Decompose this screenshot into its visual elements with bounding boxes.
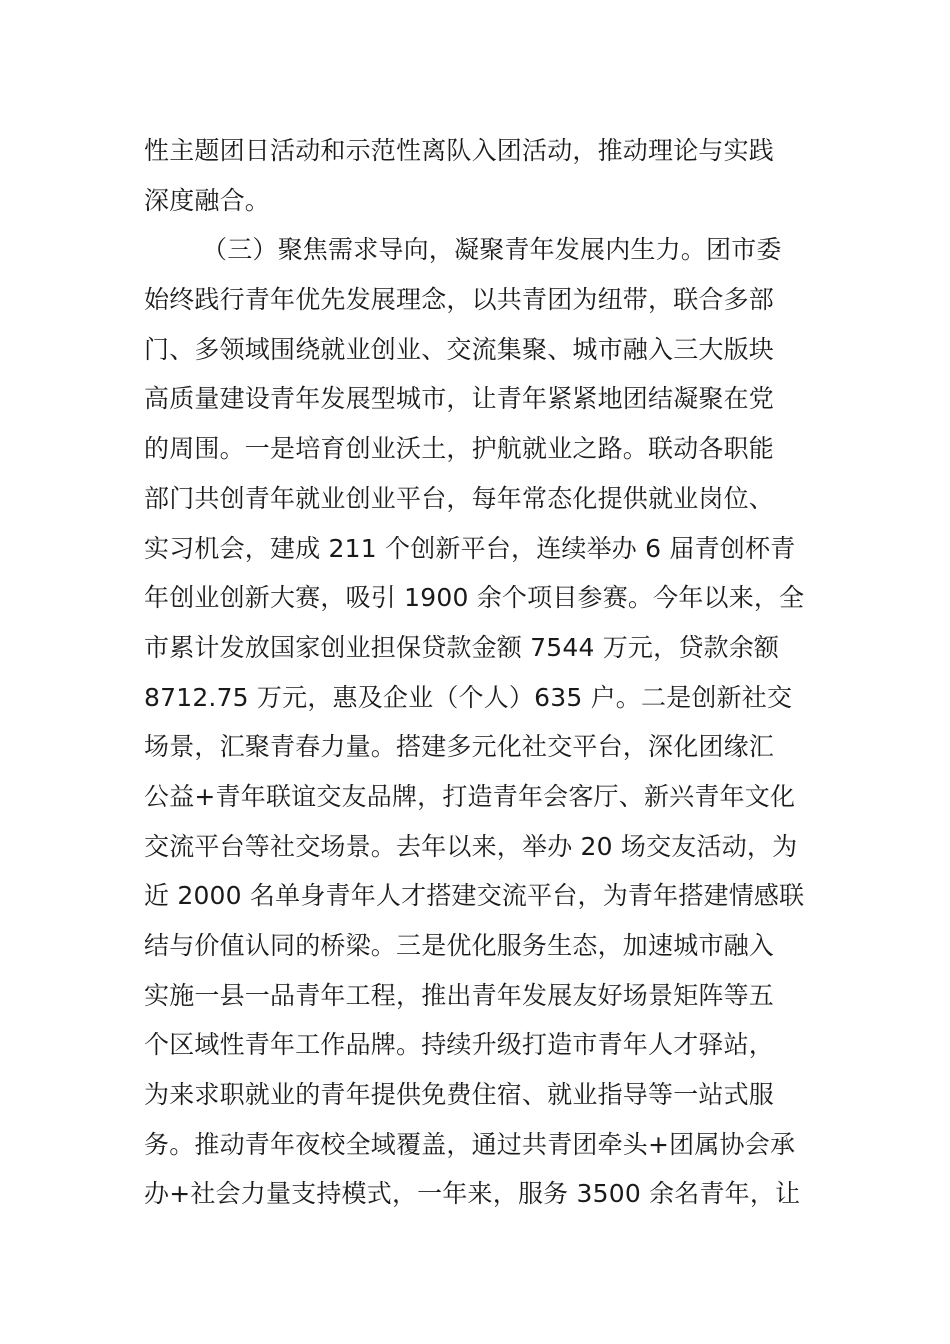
text-line: 始终践行青年优先发展理念，以共青团为纽带，联合多部 [144, 285, 775, 315]
text-line: 交流平台等社交场景。去年以来，举办 20 场交友活动，为 [144, 831, 798, 861]
text-line: 为来求职就业的青年提供免费住宿、就业指导等一站式服 [144, 1080, 775, 1110]
section-heading-line: （三）聚焦需求导向，凝聚青年发展内生力。团市委 [202, 235, 782, 265]
text-line: 实习机会，建成 211 个创新平台，连续举办 6 届青创杯青 [144, 533, 796, 563]
text-line: 公益+青年联谊交友品牌，打造青年会客厅、新兴青年文化 [144, 781, 796, 811]
text-line: 深度融合。 [144, 185, 271, 215]
text-line: 办+社会力量支持模式，一年来，服务 3500 余名青年，让 [144, 1179, 801, 1209]
body-text [144, 126, 824, 1219]
text-line: 个区域性青年工作品牌。持续升级打造市青年人才驿站， [144, 1030, 775, 1060]
text-line: 的周围。一是培育创业沃土，护航就业之路。联动各职能 [144, 434, 775, 464]
text-line: 近 2000 名单身青年人才搭建交流平台，为青年搭建情感联 [144, 881, 805, 911]
text-line: 8712.75 万元，惠及企业（个人）635 户。二是创新社交 [144, 682, 793, 712]
text-line: 高质量建设青年发展型城市，让青年紧紧地团结凝聚在党 [144, 384, 775, 414]
text-line: 务。推动青年夜校全域覆盖，通过共青团牵头+团属协会承 [144, 1129, 796, 1159]
text-line: 年创业创新大赛，吸引 1900 余个项目参赛。今年以来，全 [144, 583, 805, 613]
text-line: 场景，汇聚青春力量。搭建多元化社交平台，深化团缘汇 [144, 732, 775, 762]
text-line: 部门共创青年就业创业平台，每年常态化提供就业岗位、 [144, 483, 775, 513]
text-line: 门、多领域围绕就业创业、交流集聚、城市融入三大版块 [144, 334, 775, 364]
text-line: 实施一县一品青年工程，推出青年发展友好场景矩阵等五 [144, 980, 775, 1010]
text-line: 性主题团日活动和示范性离队入团活动，推动理论与实践 [144, 136, 775, 165]
text-line: 结与价值认同的桥梁。三是优化服务生态，加速城市融入 [144, 931, 775, 960]
text-line: 市累计发放国家创业担保贷款金额 7544 万元，贷款余额 [144, 632, 780, 662]
